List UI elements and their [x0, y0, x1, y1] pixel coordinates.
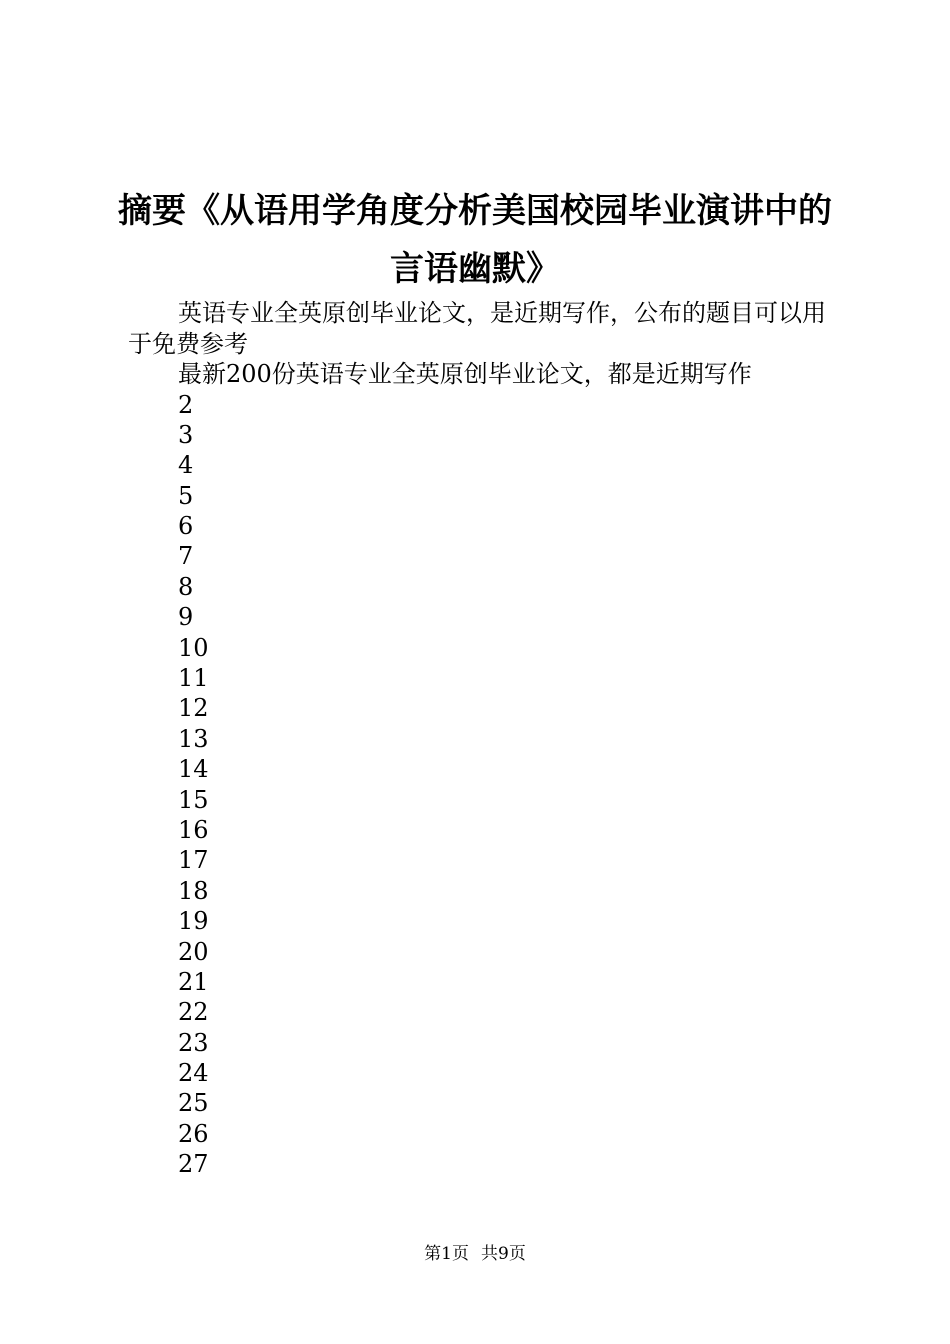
list-item: 14	[178, 755, 209, 784]
page-footer	[0, 1243, 950, 1265]
list-item: 23	[178, 1028, 209, 1057]
list-item: 20	[178, 937, 209, 966]
page-total: 共9页	[481, 1244, 526, 1264]
list-item: 16	[178, 815, 209, 844]
intro-paragraph: 英语专业全英原创毕业论文，是近期写作，公布的题目可以用于免费参考	[128, 299, 826, 358]
list-item: 17	[178, 846, 209, 875]
list-item: 18	[178, 876, 209, 905]
document-title: 摘要《从语用学角度分析美国校园毕业演讲中的言语幽默》	[118, 191, 832, 289]
list-item: 26	[178, 1119, 209, 1148]
list-item: 7	[178, 542, 194, 571]
list-item: 2	[178, 390, 194, 419]
list-item: 4	[178, 451, 194, 480]
list-item: 22	[178, 998, 209, 1027]
list-item: 12	[178, 694, 209, 723]
list-item: 27	[178, 1150, 209, 1179]
page-number: 第1页	[424, 1244, 469, 1264]
list-item: 25	[178, 1089, 209, 1118]
list-item: 24	[178, 1059, 209, 1088]
list-item: 8	[178, 572, 194, 601]
list-item: 10	[178, 633, 209, 662]
list-item: 5	[178, 481, 194, 510]
number-list	[128, 390, 828, 1180]
document-body	[128, 298, 828, 1180]
list-item: 19	[178, 907, 209, 936]
list-item: 21	[178, 967, 209, 996]
list-item: 13	[178, 724, 209, 753]
list-item: 11	[178, 664, 209, 693]
list-item: 3	[178, 420, 194, 449]
list-item: 9	[178, 603, 194, 632]
list-item: 15	[178, 785, 209, 814]
list-item: 6	[178, 512, 194, 541]
latest-papers-paragraph: 最新200份英语专业全英原创毕业论文，都是近期写作	[178, 360, 752, 388]
